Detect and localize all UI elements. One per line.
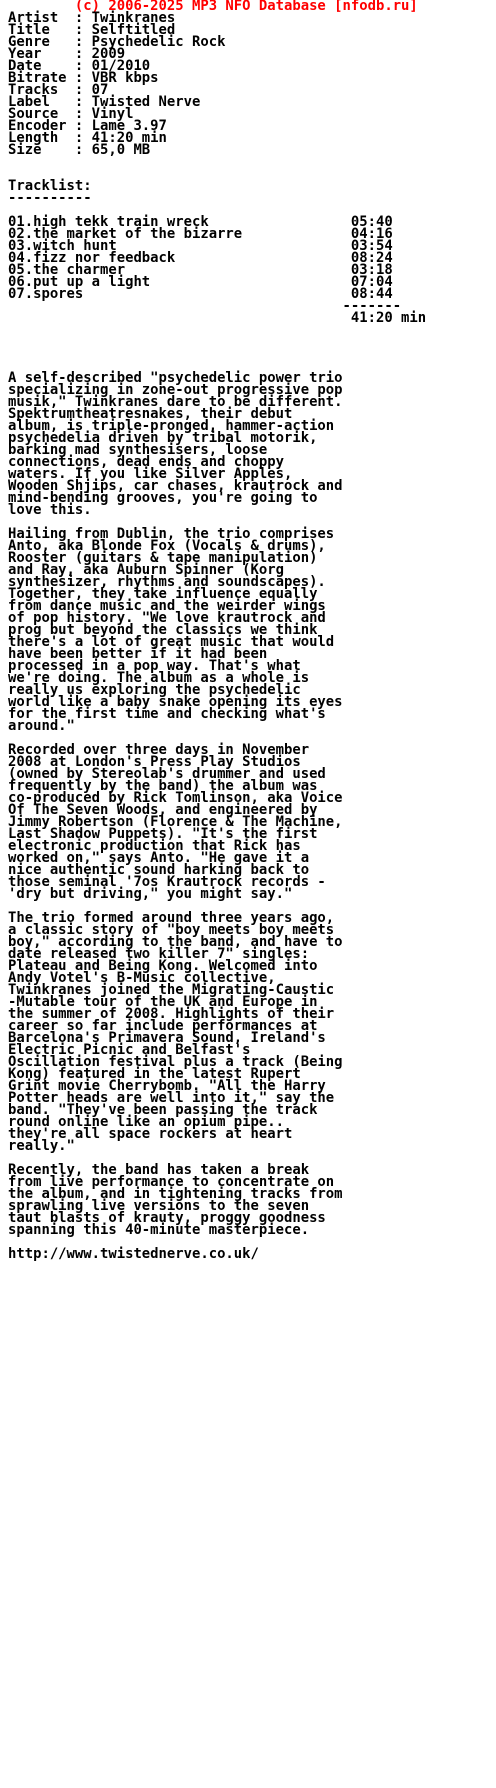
info-line: 01.high tekk train wreck 05:40 <box>8 214 393 230</box>
info-line: Tracklist: <box>8 178 92 194</box>
info-line: Size : 65,0 MB <box>8 142 151 158</box>
info-line: Source : Vinyl <box>8 106 134 122</box>
description-line: have been better if it had been <box>8 646 268 662</box>
description-line: prog but beyond the classics we think <box>8 622 318 638</box>
description-line: Last Shadow Puppets). "It's the first <box>8 826 318 842</box>
description-line: and Ray, aka Auburn Spinner (Korg <box>8 562 284 578</box>
description-line: world like a baby snake opening its eyes <box>8 694 343 710</box>
description-line: Andy Votel's B-Music collective, <box>8 970 276 986</box>
description-line: the album, and in tightening tracks from <box>8 1186 343 1202</box>
description-line: specializing in zone-out progressive pop <box>8 382 343 398</box>
info-line: 06.put up a light 07:04 <box>8 274 393 290</box>
description-line: Spektrumtheatresnakes, their debut <box>8 406 293 422</box>
description-line: Hailing from Dublin, the trio comprises <box>8 526 335 542</box>
description-line: career so far include performances at <box>8 1018 318 1034</box>
description-line: waters. If you like Silver Apples, <box>8 466 293 482</box>
description-line: around." <box>8 718 75 734</box>
info-line: Encoder : Lame 3.97 <box>8 118 167 134</box>
info-line: 41:20 min <box>8 310 427 326</box>
description-line: we're doing. The album as a whole is <box>8 670 310 686</box>
description-line: synthesizer, rhythms and soundscapes). <box>8 574 326 590</box>
info-line: Bitrate : VBR kbps <box>8 70 159 86</box>
nfo-text <box>8 0 426 1260</box>
description-line: those seminal '7os Krautrock records - <box>8 874 326 890</box>
description-line: of pop history. "We love krautrock and <box>8 610 326 626</box>
description-line: Electric Picnic and Belfast's <box>8 1042 251 1058</box>
description-line: date released two killer 7" singles: <box>8 946 310 962</box>
description-line: boy," according to the band, and have to <box>8 934 343 950</box>
info-line: ------- <box>8 298 402 314</box>
description-line: Potter heads are well into it," say the <box>8 1090 335 1106</box>
info-line: 03.witch hunt 03:54 <box>8 238 393 254</box>
description-line: The trio formed around three years ago, <box>8 910 335 926</box>
description-line: -Mutable tour of the UK and Europe in <box>8 994 318 1010</box>
description-line: A self-described "psychedelic power trio <box>8 370 343 386</box>
info-line <box>8 348 426 360</box>
description-line: electronic production that Rick has <box>8 838 301 854</box>
description-line: really us exploring the psychedelic <box>8 682 301 698</box>
description-line: for the first time and checking what's <box>8 706 326 722</box>
description-line: worked on," says Anto. "He gave it a <box>8 850 310 866</box>
description-line: a classic story of "boy meets boy meets <box>8 922 335 938</box>
description-line: round online like an opium pipe.. <box>8 1114 284 1130</box>
description-line: Jimmy Robertson (Florence & The Machine, <box>8 814 343 830</box>
info-line <box>8 336 426 348</box>
copyright-header: (c) 2006-2025 MP3 NFO Database [nfodb.ru] <box>8 0 418 14</box>
description-line: spanning this 40-minute masterpiece. <box>8 1222 310 1238</box>
info-line: Length : 41:20 min <box>8 130 167 146</box>
description-line: musik," Twinkranes dare to be different. <box>8 394 343 410</box>
release-info <box>8 12 426 372</box>
description-line: Of The Seven Woods, and engineered by <box>8 802 318 818</box>
description-line: from dance music and the weirder wings <box>8 598 326 614</box>
description-line: Kong) featured in the latest Rupert <box>8 1066 301 1082</box>
description-line: from live performance to concentrate on <box>8 1174 335 1190</box>
description-line: 2008 at London's Press Play Studios <box>8 754 301 770</box>
info-line: ---------- <box>8 190 92 206</box>
description-line: Rooster (guitars & tape manipulation) <box>8 550 318 566</box>
description-line: frequently by the band) the album was <box>8 778 318 794</box>
description-line: really." <box>8 1138 75 1154</box>
description-line: love this. <box>8 502 92 518</box>
description-line: the summer of 2008. Highlights of their <box>8 1006 335 1022</box>
info-line: Artist : Twinkranes <box>8 10 176 26</box>
info-line: Label : Twisted Nerve <box>8 94 201 110</box>
description-line: Twinkranes joined the Migrating-Caustic <box>8 982 335 998</box>
info-line: Year : 2009 <box>8 46 126 62</box>
info-line: 05.the charmer 03:18 <box>8 262 393 278</box>
release-description <box>8 372 426 1260</box>
description-line: Grint movie Cherrybomb. "All the Harry <box>8 1078 326 1094</box>
info-line: 07.spores 08:44 <box>8 286 393 302</box>
description-line: Recently, the band has taken a break <box>8 1162 310 1178</box>
description-line: Barcelona's Primavera Sound, Ireland's <box>8 1030 326 1046</box>
description-line: nice authentic sound harking back to <box>8 862 310 878</box>
info-line: Tracks : 07 <box>8 82 109 98</box>
description-line: Anto, aka Blonde Fox (Vocals & drums), <box>8 538 326 554</box>
description-line: 'dry but driving," you might say." <box>8 886 293 902</box>
description-line: co-produced by Rick Tomlinson, aka Voice <box>8 790 343 806</box>
description-line[interactable]: http://www.twistednerve.co.uk/ <box>8 1246 259 1262</box>
description-line: taut blasts of krauty, proggy goodness <box>8 1210 326 1226</box>
info-line: Date : 01/2010 <box>8 58 151 74</box>
info-line: Genre : Psychedelic Rock <box>8 34 226 50</box>
description-line: Recorded over three days in November <box>8 742 310 758</box>
description-line: (owned by Stereolab's drummer and used <box>8 766 326 782</box>
description-line: psychedelia driven by tribal motorik, <box>8 430 318 446</box>
info-line: 02.the market of the bizarre 04:16 <box>8 226 393 242</box>
description-line: mind-bending grooves, you're going to <box>8 490 318 506</box>
description-line: processed in a pop way. That's what <box>8 658 301 674</box>
description-line: connections, dead ends and choppy <box>8 454 284 470</box>
description-line: Oscillation festival plus a track (Being <box>8 1054 343 1070</box>
description-line: there's a lot of great music that would <box>8 634 335 650</box>
description-line: sprawling live versions to the seven <box>8 1198 310 1214</box>
description-line: they're all space rockers at heart <box>8 1126 293 1142</box>
description-line: band. "They've been passing the track <box>8 1102 318 1118</box>
info-line: 04.fizz nor feedback 08:24 <box>8 250 393 266</box>
description-line: barking mad synthesisers, loose <box>8 442 268 458</box>
info-line: Title : Selftitled <box>8 22 176 38</box>
description-line: Together, they take influence equally <box>8 586 318 602</box>
description-line: Wooden Shjips, car chases, krautrock and <box>8 478 343 494</box>
description-line: album, is triple-pronged, hammer-action <box>8 418 335 434</box>
description-line: Plateau and Being Kong. Welcomed into <box>8 958 318 974</box>
